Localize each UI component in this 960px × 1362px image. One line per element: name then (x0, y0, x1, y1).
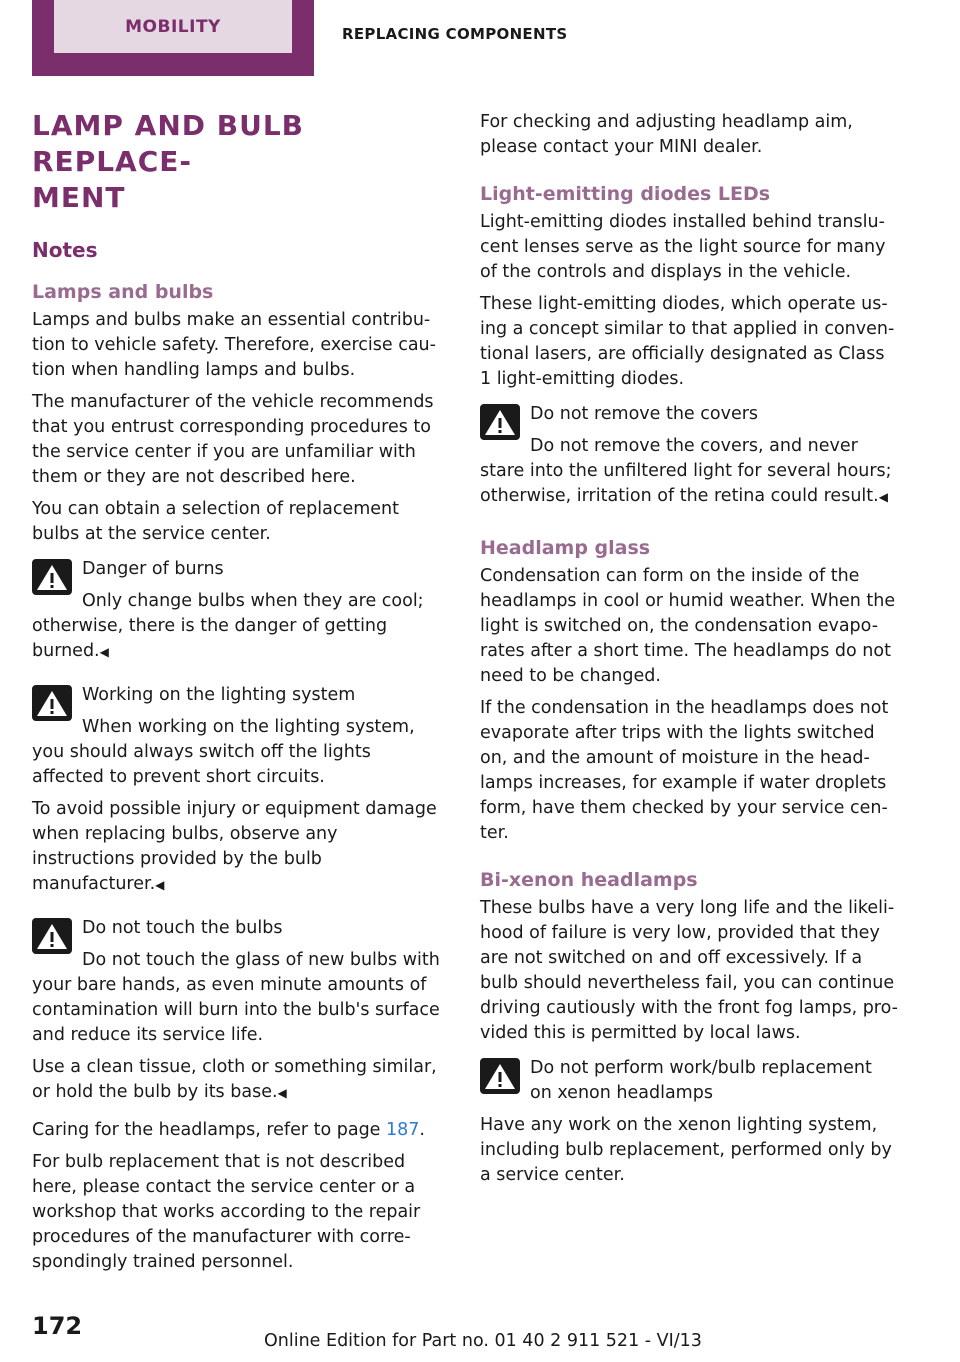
warning-block (32, 916, 444, 1048)
led-heading: Light-emitting diodes LEDs (480, 183, 771, 205)
lamps-heading: Lamps and bulbs (32, 281, 214, 303)
page-link[interactable]: 187 (386, 1120, 420, 1140)
warning-title: Working on the lighting system (82, 685, 356, 705)
page-title (32, 108, 444, 216)
warning-body-text: Only change bulbs when they are cool; otherwise, there is the danger of getting burned. (32, 591, 424, 661)
page-title-line1: LAMP AND BULB REPLACE- (32, 109, 304, 178)
paragraph: The manufacturer of the vehicle recommends that you entrust corresponding procedures to the service center if you are unfamiliar with them or they are not described here. (32, 392, 434, 487)
xenon-heading: Bi-xenon headlamps (480, 869, 698, 891)
care-end: . (419, 1120, 425, 1140)
warning-body (480, 434, 898, 510)
care-text: Caring for the headlamps, refer to page (32, 1120, 387, 1140)
warning-triangle-icon (32, 685, 72, 721)
paragraph: Condensation can form on the inside of the headlamps in cool or humid weather. When the light is switched on, the condensation evapo-rates after a short time. The headlamps do not need to be changed. (480, 566, 896, 686)
footer-edition: Online Edition for Part no. 01 40 2 911 521 - VI/13 (264, 1331, 702, 1351)
notes-heading: Notes (32, 238, 98, 262)
end-mark: ◀ (99, 645, 109, 659)
warning-title: Do not touch the bulbs (82, 918, 283, 938)
paragraph (32, 797, 444, 898)
paragraph: If the condensation in the headlamps does not evaporate after trips with the lights switched on, and the amount of moisture in the head-lamps increases, for example if water droplets form, have them checked by your service cen-ter. (480, 698, 889, 843)
paragraph: Lamps and bulbs make an essential contribu-tion to vehicle safety. Therefore, exercise cau-tion when handling lamps and bulbs. (32, 310, 436, 380)
left-column (32, 108, 444, 1282)
mobility-tab (32, 0, 314, 76)
warning-triangle-icon (32, 559, 72, 595)
right-column (480, 110, 898, 1195)
warning-block (32, 557, 444, 665)
paragraph: Have any work on the xenon lighting system, including bulb replacement, performed only by a service center. (480, 1115, 892, 1185)
warning-title: Danger of burns (82, 559, 224, 579)
end-mark: ◀ (155, 878, 165, 892)
paragraph: These bulbs have a very long life and the likeli-hood of failure is very low, provided that they are not switched on and off excessively. If a bulb should nevertheless fail, you can continue driving cautiously with the front fog lamps, pro-vided this is permitted by local laws. (480, 898, 898, 1043)
end-mark: ◀ (277, 1086, 287, 1100)
paragraph-text: Use a clean tissue, cloth or something similar, or hold the bulb by its base. (32, 1057, 437, 1102)
warning-body (32, 589, 444, 665)
paragraph: Light-emitting diodes installed behind translu-cent lenses serve as the light source for many of the controls and displays in the vehicle. (480, 212, 886, 282)
warning-body-text: Do not remove the covers, and never stare into the unfiltered light for several hours; otherwise, irritation of the retina could result. (480, 436, 892, 506)
section-label: REPLACING COMPONENTS (342, 25, 568, 43)
warning-block (32, 683, 444, 790)
warning-triangle-icon (480, 404, 520, 440)
warning-triangle-icon (32, 918, 72, 954)
end-mark: ◀ (878, 490, 888, 504)
warning-body: Do not touch the glass of new bulbs with your bare hands, as even minute amounts of contamination will burn into the bulb's surface and reduce its service life. (32, 950, 440, 1045)
page-number: 172 (32, 1312, 83, 1340)
warning-title: Do not remove the covers (530, 404, 759, 424)
warning-body: When working on the lighting system, you should always switch off the lights affected to prevent short circuits. (32, 717, 415, 787)
page-title-line2: MENT (32, 181, 126, 214)
paragraph: These light-emitting diodes, which operate us-ing a concept similar to that applied in conven-tional lasers, are officially designated as Class 1 light-emitting diodes. (480, 294, 895, 389)
mobility-tab-label: MOBILITY (125, 16, 221, 37)
warning-title: Do not perform work/bulb replacement on xenon headlamps (530, 1058, 872, 1103)
headlamp-glass-heading: Headlamp glass (480, 537, 651, 559)
paragraph (32, 1055, 444, 1106)
paragraph: You can obtain a selection of replacement bulbs at the service center. (32, 499, 400, 544)
warning-triangle-icon (480, 1058, 520, 1094)
paragraph (32, 1118, 444, 1143)
mobility-tab-inner (54, 0, 292, 53)
paragraph: For checking and adjusting headlamp aim, please contact your MINI dealer. (480, 112, 853, 157)
paragraph: For bulb replacement that is not described here, please contact the service center or a workshop that works according to the repair procedures of the manufacturer with corre-spondingly trained personnel. (32, 1152, 421, 1272)
warning-block (480, 402, 898, 510)
warning-block (480, 1056, 898, 1106)
paragraph-text: To avoid possible injury or equipment damage when replacing bulbs, observe any instructions provided by the bulb manufacturer. (32, 799, 437, 894)
